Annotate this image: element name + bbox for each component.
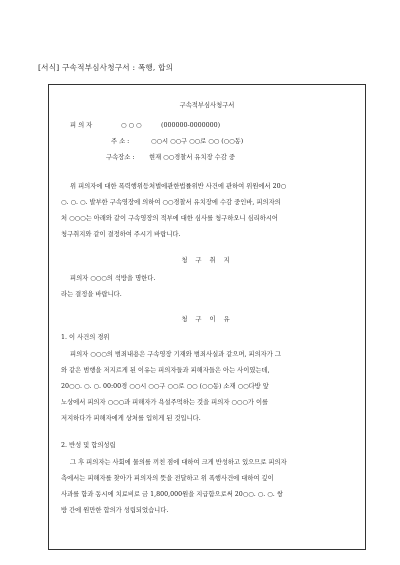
section-2-line-2: 측에서는 피해자를 찾아가 피의자의 뜻을 전달하고 위 폭행사건에 대하여 깊이: [61, 475, 274, 482]
section-1-line-4: 노상에서 피의자 ○○○과 피해자가 욕설주먹하는 것을 피의자 ○○○가 이를: [61, 399, 269, 406]
section-1-line-5: 저지하다가 피해자에게 상처를 입히게 된 것입니다.: [61, 415, 201, 422]
section-1-line-2: 와 같은 범행을 저지르게 된 이유는 피의자들과 피해자들은 아는 사이였는데,: [61, 367, 270, 374]
intro-line-3: 처 ○○○는 아래와 같이 구속영장의 적부에 대한 심사를 청구하오니 심리하시어: [61, 215, 278, 222]
intro-line-1: 위 피의자에 대한 폭력행위등처벌에관한법률위반 사건에 관하여 위원에서 20○: [70, 183, 287, 190]
section-2-title: 2. 반성 및 합의성립: [61, 442, 116, 449]
section-2-line-4: 방 간에 원만한 합의가 성립되었습니다.: [61, 507, 169, 514]
document-title: 구속적부심사청구서: [179, 102, 235, 109]
section-2-line-1: 그 후 피의자는 사회에 물의를 끼친 점에 대하여 크게 반성하고 있으므로 피의자: [70, 459, 287, 466]
section-1-line-1: 피의자 ○○○의 범죄내용은 구속영장 기재와 범죄사실과 같으며, 피의자가 그: [70, 351, 281, 358]
section-2-line-3: 사과를 함과 동시에 치료비로 금 1,800,000원을 지급함으로써 20○○. ○. ○. 쌍: [61, 491, 283, 498]
suspect-id-number: (000000-0000000): [161, 122, 221, 129]
suspect-name: ○ ○ ○: [121, 122, 142, 129]
section-1-line-3: 20○○. ○. ○. 00:00경 ○○시 ○○구 ○○로 ○○ (○○동) 소재 ○○다방 앞: [61, 383, 269, 390]
purpose-line-2: 라는 결정을 바랍니다.: [61, 291, 122, 298]
document-caption: [서식] 구속적부심사청구서 : 폭행, 합의: [38, 63, 174, 72]
purpose-heading: 청 구 취 지: [181, 257, 233, 264]
suspect-label: 피 의 자: [70, 122, 93, 129]
purpose-line-1: 피의자 ○○○의 석방을 명한다.: [70, 275, 156, 282]
intro-line-4: 청구취지와 같이 결정하여 주시기 바랍니다.: [61, 231, 181, 238]
detention-place-label: 구속장소 :: [106, 154, 135, 161]
detention-place-value: 현재 ○○경찰서 유치장 수감 중: [149, 154, 235, 161]
reasons-heading: 청 구 이 유: [181, 316, 233, 323]
intro-line-2: ○. ○. ○. 발부한 구속영장에 의하여 ○○경찰서 유치장에 수감 중인바, 피의자의: [61, 199, 281, 206]
address-value: ○○시 ○○구 ○○로 ○○ (○○동): [151, 138, 244, 145]
petition-document-frame: [48, 84, 366, 550]
address-label: 주 소 :: [111, 138, 130, 145]
section-1-title: 1. 이 사건의 경위: [61, 334, 110, 341]
